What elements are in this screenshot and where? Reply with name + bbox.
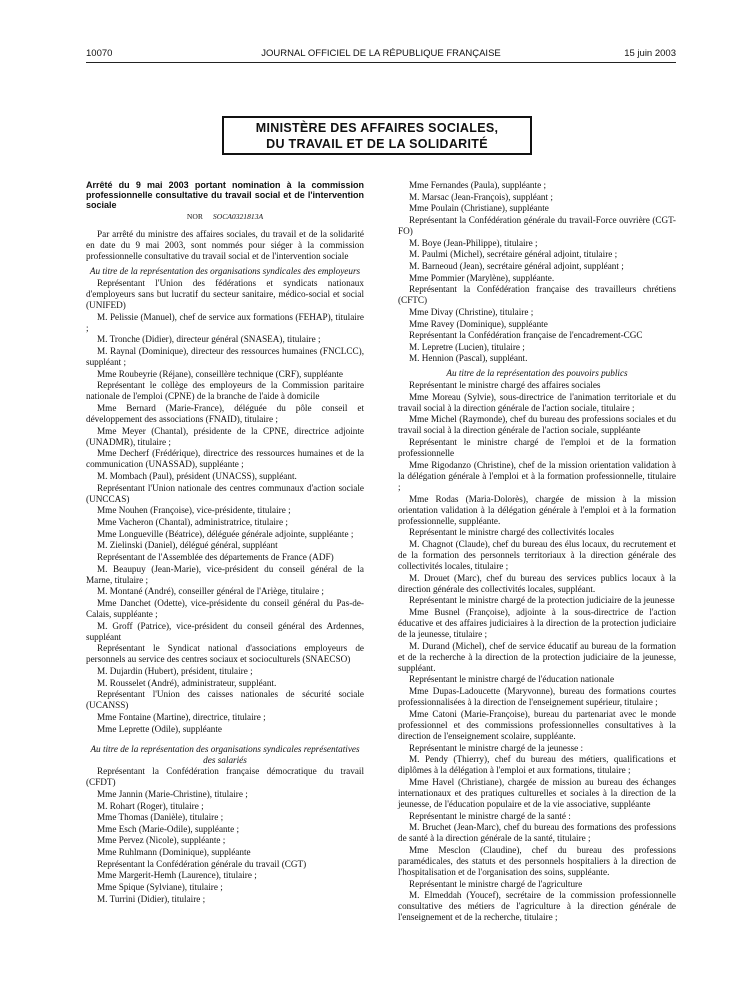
ministry-title-line2: DU TRAVAIL ET DE LA SOLIDARITÉ bbox=[266, 137, 488, 151]
text-paragraph: Représentant le ministre chargé des affaires sociales bbox=[409, 380, 601, 391]
text-paragraph: M. Groff (Patrice), vice-président du conseil général des Ardennes, suppléant bbox=[86, 620, 364, 642]
text-paragraph: Représentant le collège des employeurs de la Commission paritaire nationale de l'emploi (CPNE) de la branche de l'aide à domicile bbox=[86, 380, 364, 402]
text-paragraph: M. Montané (André), conseiller général de l'Ariège, titulaire ; bbox=[97, 586, 324, 597]
text-paragraph: Représentant le ministre chargé de la protection judiciaire de la jeunesse bbox=[409, 595, 675, 606]
text-paragraph: Représentant l'Union des fédérations et syndicats nationaux d'employeurs sans but lucratif du secteur sanitaire, médico-social et social (UNIFED) bbox=[86, 277, 364, 310]
text-paragraph: Représentant la Confédération générale du travail (CGT) bbox=[97, 858, 307, 869]
section-heading: Au titre de la représentation des pouvoirs publics bbox=[446, 368, 628, 379]
ministry-title-line1: MINISTÈRE DES AFFAIRES SOCIALES, bbox=[255, 121, 499, 135]
text-paragraph: Mme Havel (Christiane), chargée de mission au bureau des échanges internationaux et des pratiques culturelles et sociales à la direction de la jeunesse, de l'éducation populaire et de la vie associative, suppléante bbox=[398, 776, 676, 809]
section-heading: Au titre de la représentation des organisations syndicales représentatives des salariés bbox=[90, 743, 360, 765]
ministry-title-box bbox=[222, 116, 532, 155]
text-paragraph: Représentant le ministre chargé de l'éducation nationale bbox=[409, 674, 615, 685]
text-paragraph: Représentant la Confédération française des travailleurs chrétiens (CFTC) bbox=[398, 284, 676, 306]
text-paragraph: Représentant de l'Assemblée des départements de France (ADF) bbox=[97, 551, 334, 562]
text-paragraph: Mme Margerit-Hemh (Laurence), titulaire ; bbox=[97, 870, 257, 881]
text-paragraph: Mme Spique (Sylviane), titulaire ; bbox=[97, 882, 223, 893]
text-paragraph: Mme Meyer (Chantal), présidente de la CPNE, directrice adjointe (UNADMR), titulaire ; bbox=[86, 425, 364, 447]
text-paragraph: M. Bruchet (Jean-Marc), chef du bureau des formations des professions de santé à la direction générale de la santé, titulaire ; bbox=[398, 822, 676, 844]
text-paragraph: Mme Divay (Christine), titulaire ; bbox=[409, 306, 534, 317]
text-paragraph: Mme Rigodanzo (Christine), chef de la mission orientation validation à la délégation générale à l'emploi et à la formation professionnelle, titulaire ; bbox=[398, 459, 676, 492]
text-paragraph: M. Beaupuy (Jean-Marie), vice-président du conseil général de la Marne, titulaire ; bbox=[86, 563, 364, 585]
text-paragraph: M. Elmeddah (Youcef), secrétaire de la commission professionnelle consultative des métiers de l'agriculture à la direction générale de l'enseignement et de la recherche, titulaire ; bbox=[398, 890, 676, 923]
text-paragraph: Mme Rodas (Maria-Dolorès), chargée de mission à la mission orientation validation à la délégation générale à l'emploi et à la formation professionnelle, suppléante. bbox=[398, 493, 676, 526]
text-paragraph: Mme Vacheron (Chantal), administratrice, titulaire ; bbox=[97, 516, 288, 527]
journal-title: JOURNAL OFFICIEL DE LA RÉPUBLIQUE FRANÇAISE bbox=[261, 48, 501, 59]
text-paragraph: Mme Fontaine (Martine), directrice, titulaire ; bbox=[97, 711, 266, 722]
page-number: 10070 bbox=[86, 48, 113, 59]
text-paragraph: M. Rohart (Roger), titulaire ; bbox=[97, 800, 204, 811]
text-paragraph: Représentant le ministre chargé de la santé : bbox=[409, 810, 571, 821]
section-heading: Au titre de la représentation des organisations syndicales des employeurs bbox=[89, 266, 361, 277]
text-paragraph: Représentant le ministre chargé de la jeunesse : bbox=[409, 742, 584, 753]
text-paragraph: Mme Dupas-Ladoucette (Maryvonne), bureau des formations courtes professionnalisées à la direction de l'enseignement supérieur, titulaire ; bbox=[398, 686, 676, 708]
text-paragraph: Mme Busnel (Françoise), adjointe à la sous-directrice de l'action éducative et des affaires judiciaires à la direction de la protection judiciaire de la jeunesse, titulaire ; bbox=[398, 606, 676, 640]
left-column bbox=[86, 180, 364, 905]
text-paragraph: Mme Longueville (Béatrice), déléguée générale adjointe, suppléante ; bbox=[97, 528, 354, 539]
text-paragraph: Mme Michel (Raymonde), chef du bureau des professions sociales et du travail social à la direction générale de l'action sociale, suppléante bbox=[398, 414, 676, 436]
text-paragraph: Mme Nouhen (Françoise), vice-présidente, titulaire ; bbox=[97, 505, 291, 516]
text-paragraph: M. Raynal (Dominique), directeur des ressources humaines (FNCLCC), suppléant ; bbox=[86, 345, 364, 367]
text-paragraph: M. Hennion (Pascal), suppléant. bbox=[409, 353, 528, 364]
text-paragraph: M. Pelissie (Manuel), chef de service aux formations (FEHAP), titulaire ; bbox=[86, 311, 364, 333]
text-paragraph: Mme Moreau (Sylvie), sous-directrice de l'animation territoriale et du travail social à la direction générale de l'action sociale, titulaire ; bbox=[398, 391, 676, 413]
text-paragraph: M. Zielinski (Daniel), délégué général, suppléant bbox=[97, 540, 278, 551]
text-paragraph: Mme Catoni (Marie-Françoise), bureau du partenariat avec le monde professionnel et des commissions professionnelles consultatives à la direction de l'enseignement scolaire, suppléante. bbox=[398, 708, 676, 741]
text-paragraph: M. Tronche (Didier), directeur général (SNASEA), titulaire ; bbox=[97, 334, 321, 345]
text-paragraph: Représentant le Syndicat national d'associations employeurs de personnels au service des centres sociaux et socioculturels (SNAECSO) bbox=[86, 643, 364, 665]
text-paragraph: Mme Pervez (Nicole), suppléante ; bbox=[97, 835, 226, 846]
right-column bbox=[398, 180, 676, 924]
text-paragraph: Représentant la Confédération française de l'encadrement-CGC bbox=[409, 330, 643, 341]
text-paragraph: Représentant l'Union nationale des centres communaux d'action sociale (UNCCAS) bbox=[86, 482, 364, 504]
text-paragraph: Mme Esch (Marie-Odile), suppléante ; bbox=[97, 823, 240, 834]
text-paragraph: M. Marsac (Jean-François), suppléant ; bbox=[409, 191, 553, 202]
text-paragraph: M. Dujardin (Hubert), président, titulaire ; bbox=[97, 665, 253, 676]
text-paragraph: Représentant l'Union des caisses nationales de sécurité sociale (UCANSS) bbox=[86, 689, 364, 711]
text-paragraph: M. Boye (Jean-Philippe), titulaire ; bbox=[409, 237, 538, 248]
text-paragraph: M. Lepretre (Lucien), titulaire ; bbox=[409, 341, 525, 352]
text-paragraph: Représentant le ministre chargé de l'agriculture bbox=[409, 878, 583, 889]
nor-reference bbox=[86, 211, 364, 222]
text-paragraph: Représentant la Confédération générale du travail-Force ouvrière (CGT-FO) bbox=[398, 214, 676, 236]
text-paragraph: M. Mombach (Paul), président (UNACSS), suppléant. bbox=[97, 470, 297, 481]
text-paragraph: M. Drouet (Marc), chef du bureau des services publics locaux à la direction générale des collectivités locales, suppléant. bbox=[398, 572, 676, 594]
text-paragraph: Mme Pommier (Marylène), suppléante. bbox=[409, 272, 555, 283]
text-paragraph: Mme Decherf (Frédérique), directrice des ressources humaines et de la communication (UNASSAD), suppléante ; bbox=[86, 448, 364, 470]
text-paragraph: Par arrêté du ministre des affaires sociales, du travail et de la solidarité en date du 9 mai 2003, sont nommés pour siéger à la commission professionnelle consultative du travail social et de l'intervention sociale bbox=[86, 229, 364, 262]
arrete-title: Arrêté du 9 mai 2003 portant nomination à la commission professionnelle consultative du travail social et de l'intervention sociale bbox=[86, 180, 364, 210]
page-header bbox=[86, 48, 676, 62]
text-paragraph: Représentant le ministre chargé de l'emploi et de la formation professionnelle bbox=[398, 437, 676, 459]
text-paragraph: Mme Thomas (Danièle), titulaire ; bbox=[97, 812, 224, 823]
nor-code: SOCA0321813A bbox=[212, 212, 264, 221]
text-paragraph: Mme Mesclon (Claudine), chef du bureau des professions paramédicales, des statuts et des personnels hospitaliers à la direction de l'hospitalisation et de l'organisation des soins, suppléante. bbox=[398, 844, 676, 877]
text-paragraph: Mme Ruhlmann (Dominique), suppléante bbox=[97, 847, 251, 858]
text-paragraph: Représentant le ministre chargé des collectivités locales bbox=[409, 527, 614, 538]
text-paragraph: M. Durand (Michel), chef de service éducatif au bureau de la formation et de la recherche à la direction de la protection judiciaire de la jeunesse, suppléant. bbox=[398, 640, 676, 673]
nor-label: NOR bbox=[186, 212, 203, 221]
text-paragraph: M. Pendy (Thierry), chef du bureau des métiers, qualifications et diplômes à la délégation à l'emploi et aux formations, titulaire ; bbox=[398, 754, 676, 776]
text-paragraph: Mme Jannin (Marie-Christine), titulaire ; bbox=[97, 788, 248, 799]
text-paragraph: Mme Danchet (Odette), vice-présidente du conseil général du Pas-de-Calais, suppléante ; bbox=[86, 597, 364, 619]
header-rule bbox=[86, 62, 676, 63]
text-paragraph: Mme Roubeyrie (Réjane), conseillère technique (CRF), suppléante bbox=[97, 368, 343, 379]
text-paragraph: M. Turrini (Didier), titulaire ; bbox=[97, 893, 206, 904]
text-paragraph: M. Paulmi (Michel), secrétaire général adjoint, titulaire ; bbox=[409, 249, 618, 260]
publication-date: 15 juin 2003 bbox=[624, 48, 676, 59]
text-paragraph: Représentant la Confédération française démocratique du travail (CFDT) bbox=[86, 766, 364, 788]
text-paragraph: Mme Ravey (Dominique), suppléante bbox=[409, 318, 548, 329]
text-paragraph: Mme Bernard (Marie-France), déléguée du pôle conseil et développement des associations (FNAID), titulaire ; bbox=[86, 402, 364, 424]
text-paragraph: M. Barneoud (Jean), secrétaire général adjoint, suppléant ; bbox=[409, 260, 624, 271]
text-paragraph: Mme Fernandes (Paula), suppléante ; bbox=[409, 180, 547, 190]
text-paragraph: M. Rousselet (André), administrateur, suppléant. bbox=[97, 677, 277, 688]
text-paragraph: Mme Leprette (Odile), suppléante bbox=[97, 723, 223, 734]
text-paragraph: M. Chagnot (Claude), chef du bureau des élus locaux, du recrutement et de la formation des personnels territoriaux à la direction générale des collectivités locales, titulaire ; bbox=[398, 538, 676, 572]
text-paragraph: Mme Poulain (Christiane), suppléante bbox=[409, 203, 549, 214]
